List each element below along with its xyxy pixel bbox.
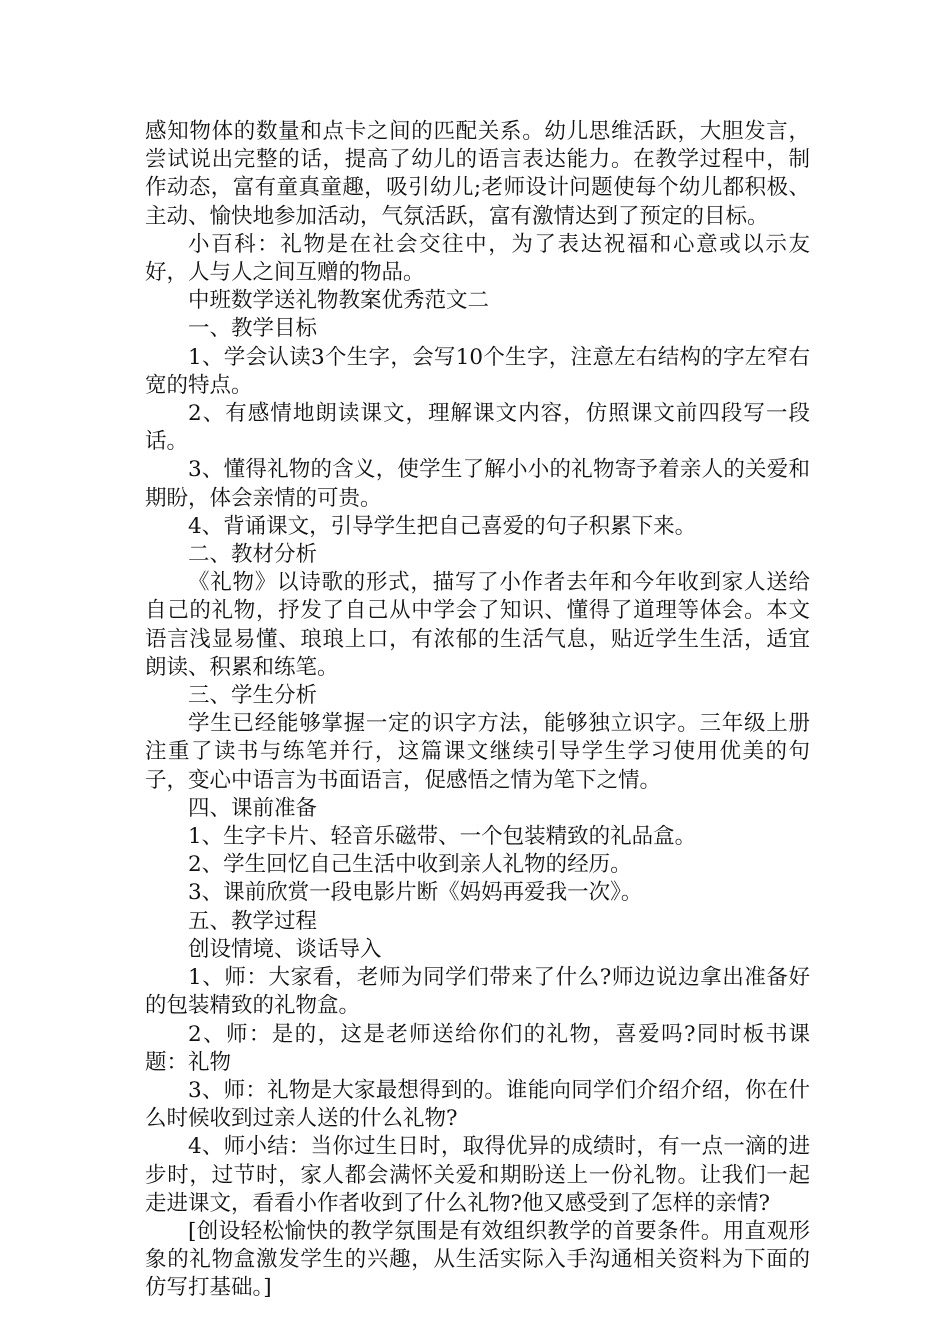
heading-teaching-process: 五、教学过程: [188, 908, 318, 934]
process-item-4: 4、师小结：当你过生日时，取得优异的成绩时，有一点一滴的进步时，过节时，家人都会满怀关爱和期盼送上一份礼物。让我们一起走进课文，看看小作者收到了什么礼物?他又感受到了怎样的亲情?: [145, 1134, 810, 1216]
prep-item-3: 3、课前欣赏一段电影片断《妈妈再爱我一次》。: [188, 880, 643, 906]
paragraph-textbook-analysis: 《礼物》以诗歌的形式，描写了小作者去年和今年收到家人送给自己的礼物，抒发了自己从中学会了知识、懂得了道理等体会。本文语言浅显易懂、琅琅上口，有浓郁的生活气息，贴近学生生活，适宜朗读、积累和练笔。: [145, 570, 810, 680]
paragraph-student-analysis: 学生已经能够掌握一定的识字方法，能够独立识字。三年级上册注重了读书与练笔并行，这篇课文继续引导学生学习使用优美的句子，变心中语言为书面语言，促感悟之情为笔下之情。: [145, 711, 810, 793]
heading-preparation: 四、课前准备: [188, 795, 318, 821]
goal-item-4: 4、背诵课文，引导学生把自己喜爱的句子积累下来。: [188, 513, 697, 539]
process-item-3: 3、师：礼物是大家最想得到的。谁能向同学们介绍介绍，你在什么时候收到过亲人送的什么礼物?: [145, 1077, 810, 1132]
process-item-1: 1、师：大家看，老师为同学们带来了什么?师边说边拿出准备好的包装精致的礼物盒。: [145, 965, 810, 1019]
document-page: [145, 118, 810, 1303]
paragraph-bracket-note: [创设轻松愉快的教学氛围是有效组织教学的首要条件。用直观形象的礼物盒激发学生的兴趣，从生活实际入手沟通相关资料为下面的仿写打基础。]: [145, 1218, 810, 1301]
heading-student-analysis: 三、学生分析: [188, 683, 318, 709]
document-section-title: 中班数学送礼物教案优秀范文二: [188, 288, 490, 314]
paragraph-encyclopedia-note: 小百科：礼物是在社会交往中，为了表达祝福和心意或以示友好，人与人之间互赠的物品。: [145, 231, 810, 286]
heading-textbook-analysis: 二、教材分析: [188, 542, 318, 568]
goal-item-3: 3、懂得礼物的含义，使学生了解小小的礼物寄予着亲人的关爱和期盼，体会亲情的可贵。: [145, 457, 810, 511]
process-item-2: 2、师：是的，这是老师送给你们的礼物，喜爱吗?同时板书课题：礼物: [145, 1021, 810, 1075]
goal-item-1: 1、学会认读3个生字，会写10个生字，注意左右结构的字左窄右宽的特点。: [145, 344, 810, 398]
paragraph-continuation: 感知物体的数量和点卡之间的匹配关系。幼儿思维活跃，大胆发言，尝试说出完整的话，提高了幼儿的语言表达能力。在教学过程中，制作动态，富有童真童趣，吸引幼儿;老师设计问题使每个幼儿都积极、主动、愉快地参加活动，气氛活跃，富有激情达到了预定的目标。: [145, 119, 810, 229]
heading-teaching-goals: 一、教学目标: [188, 316, 318, 342]
subheading-introduction: 创设情境、谈话导入: [188, 936, 382, 962]
goal-item-2: 2、有感情地朗读课文，理解课文内容，仿照课文前四段写一段话。: [145, 401, 810, 455]
prep-item-2: 2、学生回忆自己生活中收到亲人礼物的经历。: [188, 852, 632, 878]
prep-item-1: 1、生字卡片、轻音乐磁带、一个包装精致的礼品盒。: [188, 824, 697, 850]
